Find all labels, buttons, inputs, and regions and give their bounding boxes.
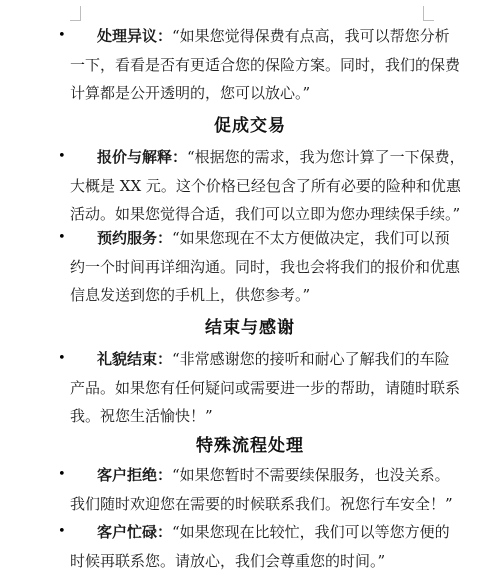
item-text: 我们随时欢迎您在需要的时候联系我们。祝您行车安全！” [70,490,438,519]
item-text: 大概是 XX 元。这个价格已经包含了所有必要的险种和优惠 [70,172,438,201]
section-heading-end-thanks: 结束与感谢 [0,313,500,338]
section-heading-special-process: 特殊流程处理 [0,431,500,456]
item-text: “如果您现在不太方便做决定，我们可以预 [172,229,450,247]
page-corner-mark-left [70,6,81,21]
item-label: 客户忙碌： [97,523,172,541]
item-label: 礼貌结束： [97,350,172,368]
item-text: “如果您暂时不需要续保服务，也没关系。 [172,466,450,484]
list-item-polite-end [70,345,438,431]
item-text: 信息发送到您的手机上，供您参考。” [70,281,438,310]
bullet-icon: • [58,224,66,253]
list-item-quote-explain [70,143,438,229]
item-text: “如果您现在比较忙，我们可以等您方便的 [172,523,450,541]
item-text: 我。祝您生活愉快！” [70,402,438,431]
item-text: “根据您的需求，我为您计算了一下保费， [187,148,465,166]
item-text: 产品。如果您有任何疑问或需要进一步的帮助，请随时联系 [70,374,438,403]
bullet-icon: • [58,518,66,547]
page-corner-mark-right [423,6,434,21]
item-text: 时候再联系您。请放心，我们会尊重您的时间。” [70,547,438,575]
bullet-icon: • [58,22,66,51]
item-text: 约一个时间再详细沟通。同时，我也会将我们的报价和优惠 [70,253,438,282]
list-item-handle-objection [70,22,438,108]
item-label: 报价与解释： [97,148,187,166]
list-item-schedule-service [70,224,438,310]
item-text: 计算都是公开透明的，您可以放心。” [70,79,438,108]
item-text: “非常感谢您的接听和耐心了解我们的车险 [172,350,450,368]
item-text: 一下，看看是否有更适合您的保险方案。同时，我们的保费 [70,51,438,80]
list-item-customer-busy [70,518,438,575]
bullet-icon: • [58,143,66,172]
item-label: 客户拒绝： [97,466,172,484]
bullet-icon: • [58,461,66,490]
item-label: 处理异议： [97,27,172,45]
item-label: 预约服务： [97,229,172,247]
item-text: 活动。如果您觉得合适，我们可以立即为您办理续保手续。” [70,200,438,229]
section-heading-close-deal: 促成交易 [0,111,500,136]
list-item-customer-refuse [70,461,438,518]
bullet-icon: • [58,345,66,374]
item-text: “如果您觉得保费有点高，我可以帮您分析 [172,27,450,45]
